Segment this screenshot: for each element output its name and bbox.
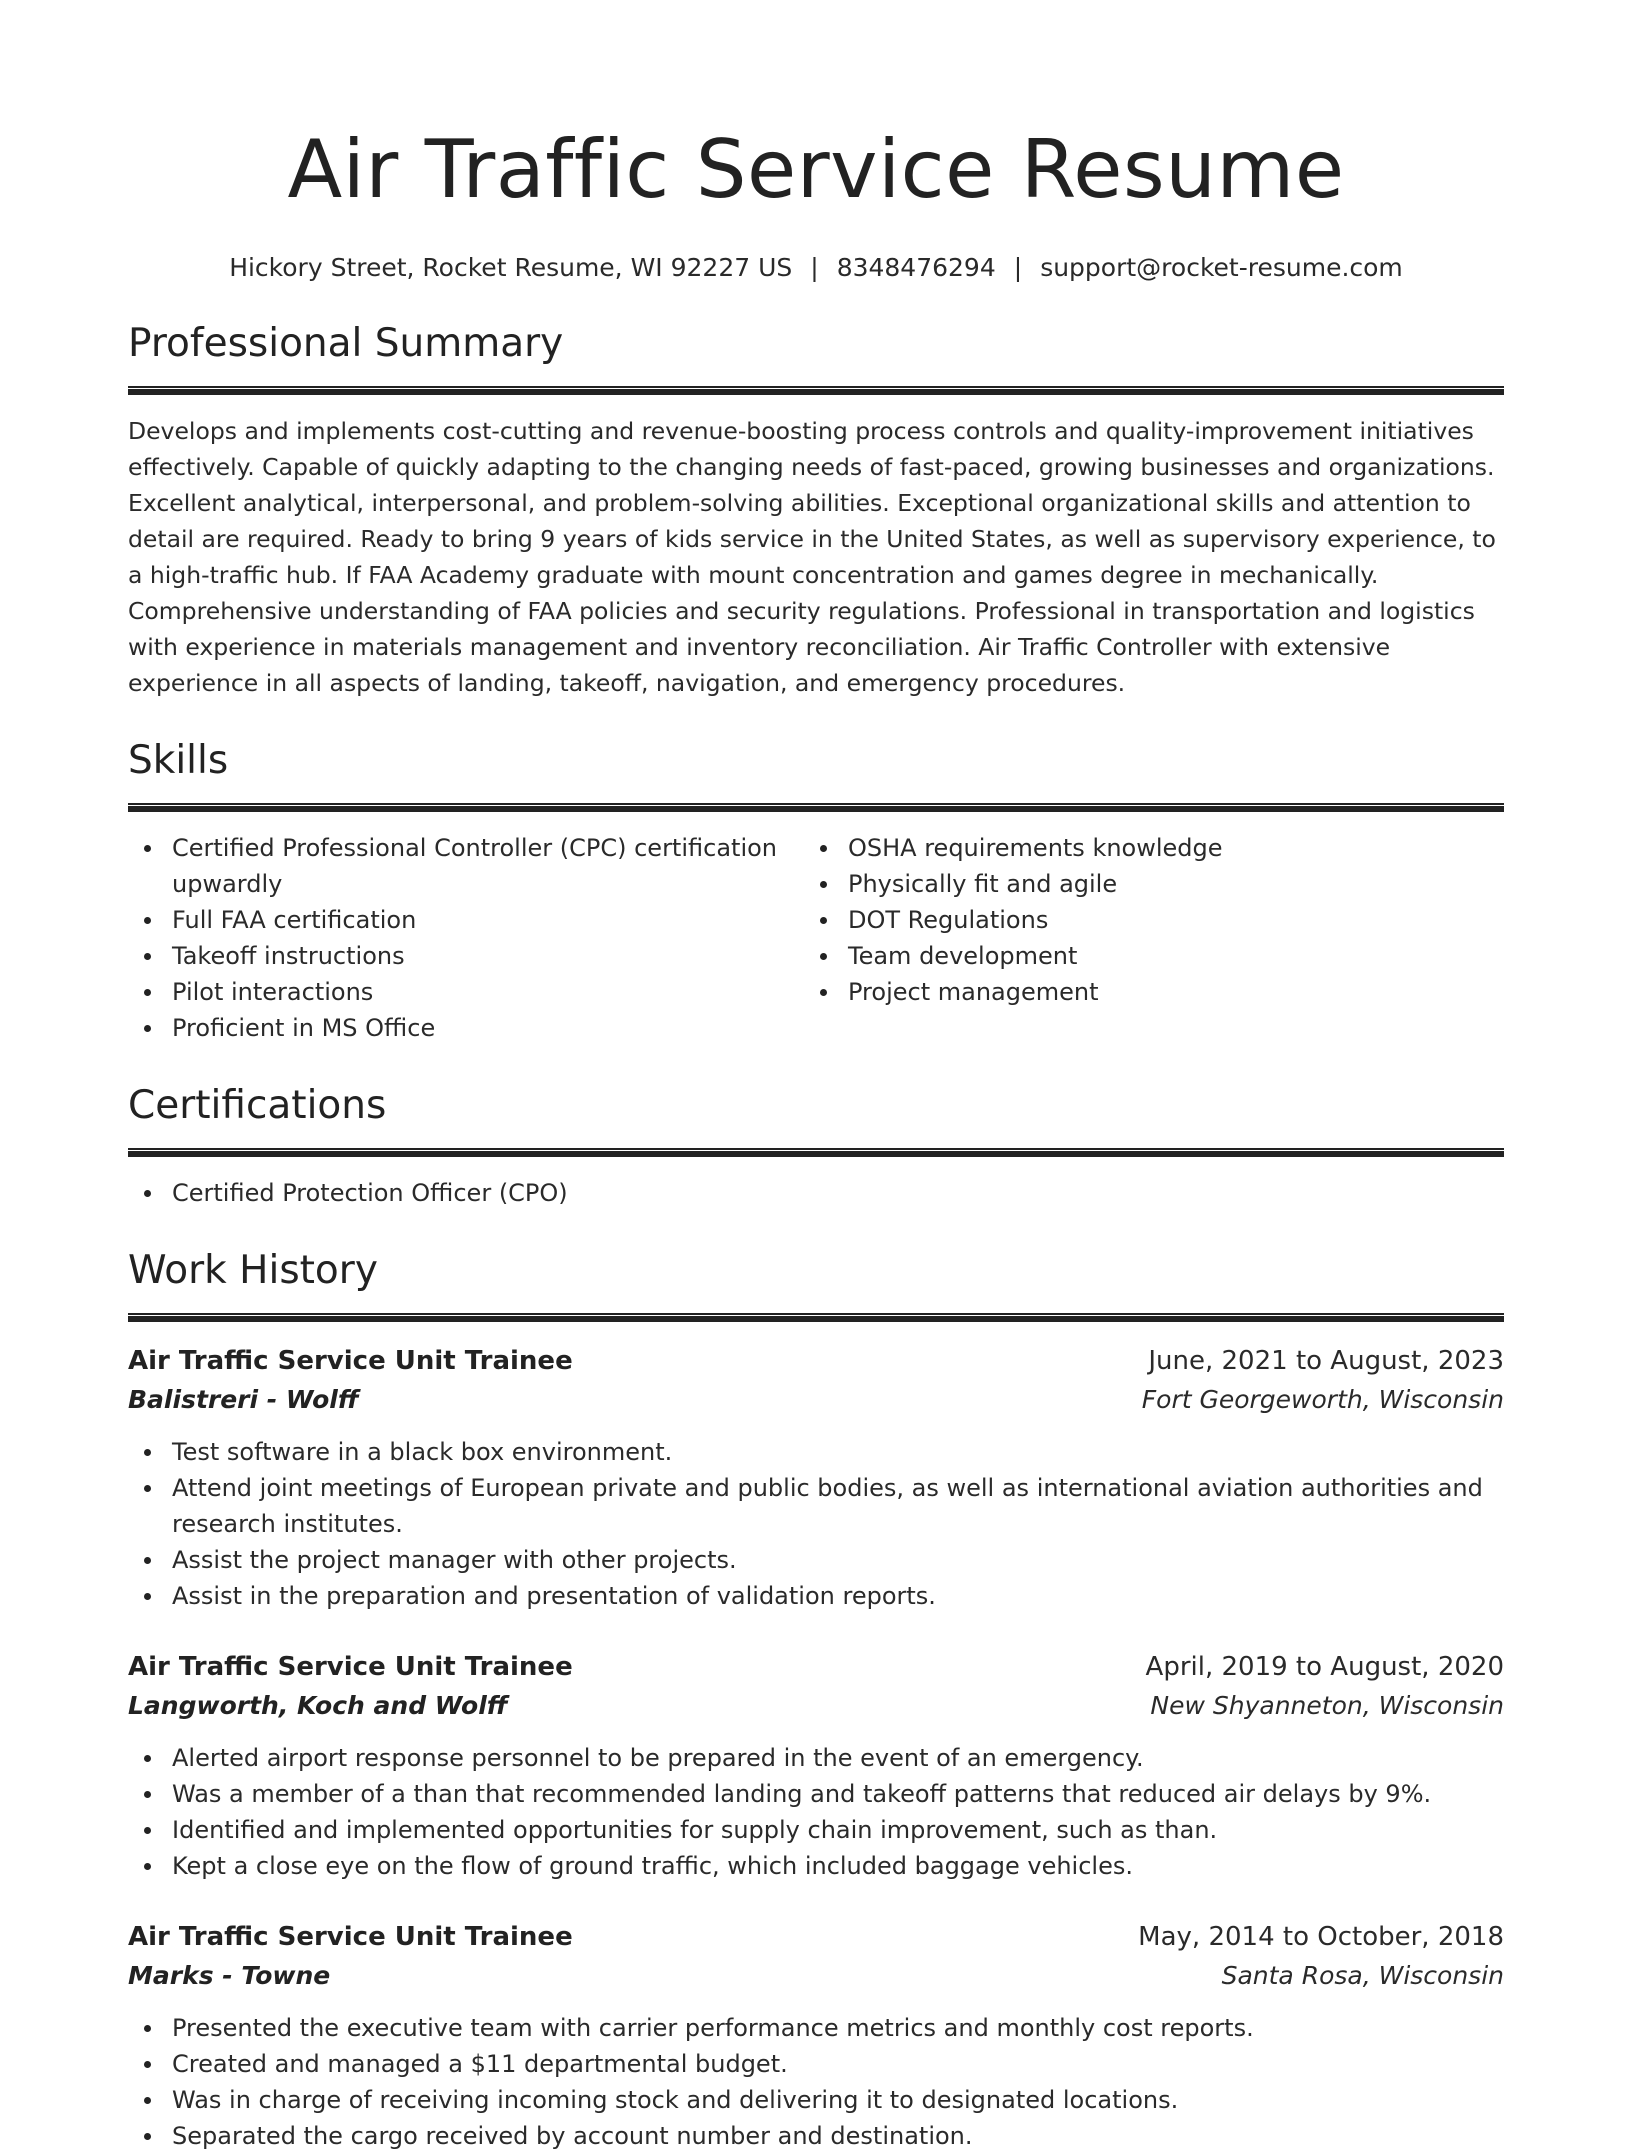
job-company-row <box>128 1380 1504 1420</box>
skill-item: Project management <box>804 974 1504 1010</box>
job-company: Marks - Towne <box>128 1961 331 1990</box>
job-location: Santa Rosa, Wisconsin <box>1221 1961 1504 1990</box>
job-duty-item: Presented the executive team with carrier performance metrics and monthly cost reports. <box>128 2010 1504 2046</box>
job-entry <box>128 1342 1504 1614</box>
section-summary <box>128 320 1504 701</box>
job-duties-list <box>128 1740 1504 1884</box>
contact-phone: 8348476294 <box>836 253 996 282</box>
skill-item: Physically fit and agile <box>804 866 1504 902</box>
job-entry <box>128 1918 1504 2154</box>
contact-separator: | <box>1013 253 1023 282</box>
job-header-row <box>128 1342 1504 1380</box>
skill-item: Certified Professional Controller (CPC) certification upwardly <box>128 830 804 902</box>
job-duty-item: Alerted airport response personnel to be prepared in the event of an emergency. <box>128 1740 1504 1776</box>
section-title-skills: Skills <box>128 738 229 783</box>
skill-item: Proficient in MS Office <box>128 1010 804 1046</box>
job-title: Air Traffic Service Unit Trainee <box>128 1346 573 1376</box>
job-duty-item: Was in charge of receiving incoming stock and delivering it to designated locations. <box>128 2082 1504 2118</box>
certifications-list <box>128 1175 1504 1211</box>
skill-item: DOT Regulations <box>804 902 1504 938</box>
section-divider <box>128 1148 1504 1157</box>
job-duty-item: Identified and implemented opportunities for supply chain improvement, such as than. <box>128 1812 1504 1848</box>
section-divider <box>128 1313 1504 1322</box>
job-dates: May, 2014 to October, 2018 <box>1138 1922 1504 1952</box>
job-duty-item: Kept a close eye on the flow of ground traffic, which included baggage vehicles. <box>128 1848 1504 1884</box>
job-company-row <box>128 1686 1504 1726</box>
section-divider <box>128 803 1504 812</box>
section-title-certifications: Certifications <box>128 1083 387 1128</box>
job-header-row <box>128 1918 1504 1956</box>
resume-title: Air Traffic Service Resume <box>287 123 1345 216</box>
job-duty-item: Assist in the preparation and presentation of validation reports. <box>128 1578 1504 1614</box>
section-certifications <box>128 1082 1504 1211</box>
job-duty-item: Was a member of a than that recommended landing and takeoff patterns that reduced air delays by 9%. <box>128 1776 1504 1812</box>
certification-item: Certified Protection Officer (CPO) <box>128 1175 1504 1211</box>
job-title: Air Traffic Service Unit Trainee <box>128 1922 573 1952</box>
job-duties-list <box>128 1434 1504 1614</box>
contact-separator: | <box>810 253 819 282</box>
section-title-work-history: Work History <box>128 1248 378 1293</box>
job-dates: April, 2019 to August, 2020 <box>1145 1652 1504 1682</box>
job-duty-item: Created and managed a $11 departmental budget. <box>128 2046 1504 2082</box>
job-company: Balistreri - Wolff <box>128 1385 359 1414</box>
job-company-row <box>128 1956 1504 1996</box>
skills-grid <box>128 830 1504 1046</box>
contact-address: Hickory Street, Rocket Resume, WI 92227 US <box>229 253 793 282</box>
skill-item: Full FAA certification <box>128 902 804 938</box>
skill-item: Team development <box>804 938 1504 974</box>
job-duty-item: Test software in a black box environment. <box>128 1434 1504 1470</box>
section-divider <box>128 386 1504 395</box>
section-title-summary: Professional Summary <box>128 321 564 366</box>
job-header-row <box>128 1648 1504 1686</box>
job-duty-item: Assist the project manager with other projects. <box>128 1542 1504 1578</box>
job-duty-item: Separated the cargo received by account number and destination. <box>128 2118 1504 2154</box>
section-skills <box>128 737 1504 1046</box>
job-entry <box>128 1648 1504 1884</box>
job-duties-list <box>128 2010 1504 2154</box>
skill-item: OSHA requirements knowledge <box>804 830 1504 866</box>
job-location: Fort Georgeworth, Wisconsin <box>1141 1385 1504 1414</box>
skill-item: Takeoff instructions <box>128 938 804 974</box>
job-dates: June, 2021 to August, 2023 <box>1148 1346 1504 1376</box>
contact-line <box>128 252 1504 284</box>
contact-email: support@rocket-resume.com <box>1040 253 1403 282</box>
skill-item: Pilot interactions <box>128 974 804 1010</box>
skills-list-left <box>128 830 804 1046</box>
section-work-history <box>128 1247 1504 2154</box>
summary-text: Develops and implements cost-cutting and revenue-boosting process controls and quality-improvement initiatives effectively. Capable of quickly adapting to the changing needs of fast-paced, growing businesses and organizations. Excellent analytical, interpersonal, and problem-solving abilities. Exceptional organizational skills and attention to detail are required. Ready to bring 9 years of kids service in the United States, as well as supervisory experience, to a high-traffic hub. If FAA Academy graduate with mount concentration and games degree in mechanically. Comprehensive understanding of FAA policies and security regulations. Professional in transportation and logistics with experience in materials management and inventory reconciliation. Air Traffic Controller with extensive experience in all aspects of landing, takeoff, navigation, and emergency procedures. <box>128 417 1496 697</box>
job-location: New Shyanneton, Wisconsin <box>1150 1691 1504 1720</box>
skills-list-right <box>804 830 1504 1046</box>
job-title: Air Traffic Service Unit Trainee <box>128 1652 573 1682</box>
job-company: Langworth, Koch and Wolff <box>128 1691 508 1720</box>
job-duty-item: Attend joint meetings of European private and public bodies, as well as international aviation authorities and research institutes. <box>128 1470 1504 1542</box>
